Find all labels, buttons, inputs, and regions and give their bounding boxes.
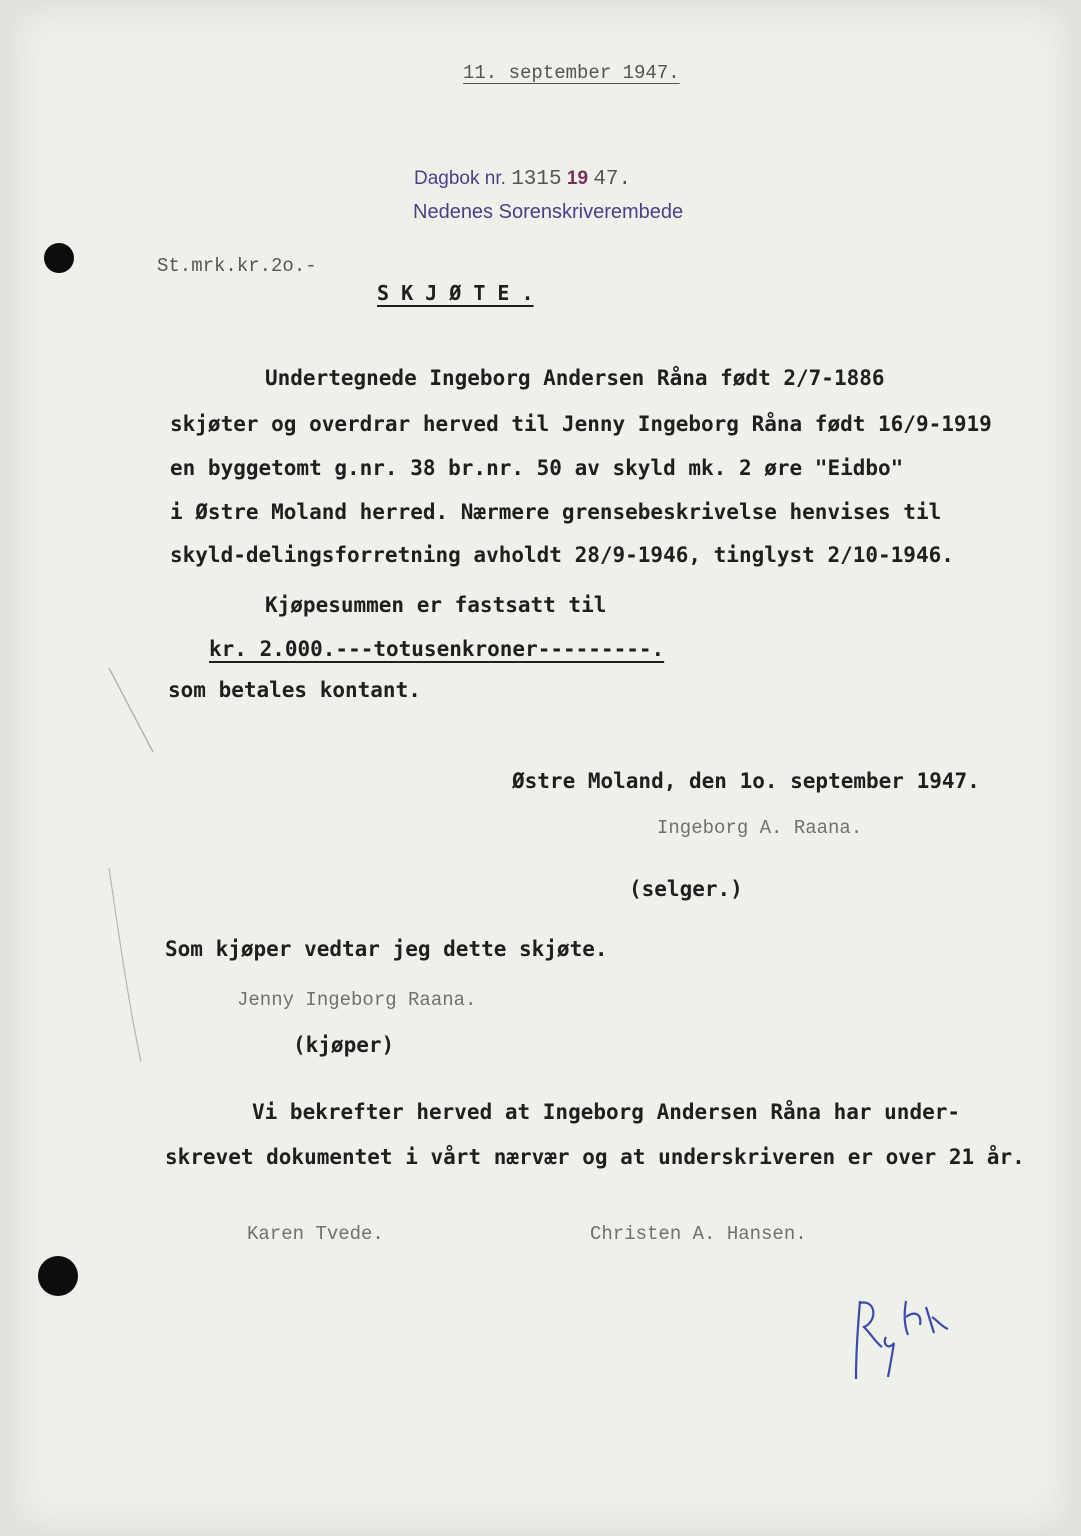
buyer-role: (kjøper) bbox=[293, 1033, 395, 1057]
dagbok-label: Dagbok nr. bbox=[414, 168, 506, 189]
price-amount: kr. 2.000.---totusenkroner---------. bbox=[209, 637, 665, 661]
body-line: i Østre Moland herred. Nærmere grensebeskrivelse henvises til bbox=[170, 500, 942, 524]
punch-hole bbox=[44, 243, 74, 273]
price-intro: Kjøpesummen er fastsatt til bbox=[265, 593, 607, 617]
witness-signature: Karen Tvede. bbox=[247, 1223, 384, 1245]
dagbok-year-prefix: 19 bbox=[566, 168, 589, 189]
body-line: en byggetomt g.nr. 38 br.nr. 50 av skyld mk. 2 øre "Eidbo" bbox=[170, 456, 904, 480]
document-title: S K J Ø T E . bbox=[377, 281, 534, 305]
buyer-statement: Som kjøper vedtar jeg dette skjøte. bbox=[165, 937, 608, 961]
dagbok-stamp bbox=[414, 168, 631, 191]
witness-signature: Christen A. Hansen. bbox=[590, 1223, 807, 1245]
witness-line: Vi bekrefter herved at Ingeborg Andersen Råna har under- bbox=[252, 1100, 961, 1124]
pencil-mark bbox=[107, 666, 157, 756]
dagbok-number: 1315 bbox=[511, 168, 562, 191]
body-line: Undertegnede Ingeborg Andersen Råna født 2/7-1886 bbox=[265, 366, 885, 390]
body-line: skyld-delingsforretning avholdt 28/9-1946, tinglyst 2/10-1946. bbox=[170, 543, 954, 567]
buyer-signature: Jenny Ingeborg Raana. bbox=[237, 989, 477, 1011]
payment-terms: som betales kontant. bbox=[168, 678, 421, 702]
seller-role: (selger.) bbox=[629, 877, 743, 901]
witness-line: skrevet dokumentet i vårt nærvær og at underskriveren er over 21 år. bbox=[165, 1145, 1025, 1169]
seller-signature: Ingeborg A. Raana. bbox=[657, 817, 863, 839]
punch-hole bbox=[38, 1256, 78, 1296]
handwritten-initials bbox=[842, 1281, 962, 1391]
place-date: Østre Moland, den 1o. september 1947. bbox=[512, 769, 980, 793]
body-line: skjøter og overdrar herved til Jenny Ingeborg Råna født 16/9-1919 bbox=[170, 412, 992, 436]
office-stamp: Nedenes Sorenskriverembede bbox=[413, 201, 684, 223]
document-page bbox=[12, 6, 1071, 1530]
pencil-mark bbox=[107, 866, 147, 1066]
header-date: 11. september 1947. bbox=[463, 62, 680, 84]
stamp-fee: St.mrk.kr.2o.- bbox=[157, 255, 317, 277]
dagbok-year: 47. bbox=[593, 168, 632, 191]
